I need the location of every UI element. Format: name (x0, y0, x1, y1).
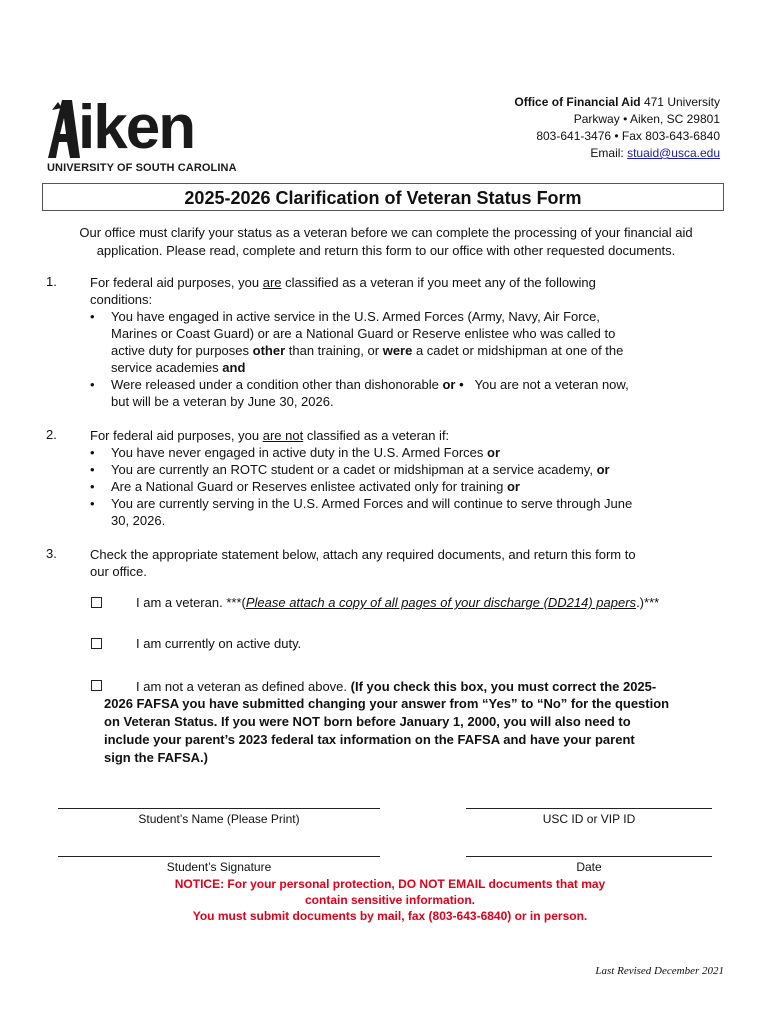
veteran-option-label: I am a veteran. ***(Please attach a copy of all pages of your discharge (DD214) papers.)*** (136, 595, 660, 610)
section2-bullet-2: • You are currently an ROTC student or a cadet or midshipman at a service academy, or (90, 462, 610, 477)
notice-line3: You must submit documents by mail, fax (803-643-6840) or in person. (192, 909, 588, 923)
section1-bullet-1: • You have engaged in active service in the U.S. Armed Forces (Army, Navy, Air Force, Marines or Coast Guard) or are a National Guard or Reserve enlistee who was called to active duty for purposes other than training, or were a cadet or midshipman at one of the service academies and (90, 309, 624, 375)
last-revised: Last Revised December 2021 (595, 965, 724, 977)
section3-lead: Check the appropriate statement below, attach any required documents, and return this form to our office. (90, 547, 636, 579)
section1-bullet-2: • Were released under a condition other than dishonorable or • You are not a veteran now, but will be a veteran by June 30, 2026. (90, 377, 629, 409)
section2-bullet-3: • Are a National Guard or Reserves enlistee activated only for training or (90, 479, 520, 494)
section1-number: 1. (46, 274, 57, 289)
notice-line1: NOTICE: For your personal protection, DO NOT EMAIL documents that may (174, 877, 606, 891)
date-label: Date (576, 860, 602, 874)
form-title: 2025-2026 Clarification of Veteran Status Form (42, 183, 724, 211)
office-name: Office of Financial Aid (514, 95, 641, 109)
section2-number: 2. (46, 427, 57, 442)
notice-line2: contain sensitive information. (304, 893, 476, 907)
email-link[interactable]: stuaid@usca.edu (627, 146, 720, 160)
signature-line[interactable] (58, 856, 380, 857)
aiken-logo-mark (46, 96, 80, 160)
section1-lead: For federal aid purposes, you are classified as a veteran if you meet any of the following conditions: (90, 275, 596, 307)
usc-id-line[interactable] (466, 808, 712, 809)
not-veteran-checkbox[interactable] (91, 680, 102, 691)
not-veteran-option-label: I am not a veteran as defined above. (If you check this box, you must correct the 2025- (136, 679, 657, 694)
student-name-line[interactable] (58, 808, 380, 809)
not-veteran-instructions: 2026 FAFSA you have submitted changing your answer from “Yes” to “No” for the question on Veteran Status. If you were NOT born before January 1, 2000, you will also need to include your parent’s 2023 federal tax information on the FAFSA and have your parent sign the FAFSA.) (104, 696, 670, 765)
section3-number: 3. (46, 546, 57, 561)
date-line[interactable] (466, 856, 712, 857)
contact-block (514, 94, 720, 162)
section2-lead: For federal aid purposes, you are not classified as a veteran if: (90, 428, 450, 443)
signature-label: Student’s Signature (166, 860, 272, 874)
student-name-label: Student’s Name (Please Print) (138, 812, 300, 826)
contact-email-line: Email: stuaid@usca.edu (590, 146, 720, 160)
contact-line2: Parkway • Aiken, SC 29801 (573, 112, 720, 126)
logo-wordmark: iken (78, 93, 195, 162)
logo-subtitle: UNIVERSITY OF SOUTH CAROLINA (47, 162, 237, 174)
contact-line1: Office of Financial Aid 471 University (514, 95, 720, 109)
active-duty-checkbox[interactable] (91, 638, 102, 649)
section2-bullet-1: • You have never engaged in active duty in the U.S. Armed Forces or (90, 445, 501, 460)
usc-id-label: USC ID or VIP ID (542, 812, 636, 826)
active-duty-option-label: I am currently on active duty. (136, 636, 302, 651)
intro-text: Our office must clarify your status as a veteran before we can complete the processing of your financial aid application. Please read, complete and return this form to our office with other requested documents. (79, 225, 693, 258)
contact-phone-fax: 803-641-3476 • Fax 803-643-6840 (536, 129, 720, 143)
section2-bullet-4: • You are currently serving in the U.S. Armed Forces and will continue to serve through June 30, 2026. (90, 496, 633, 528)
veteran-checkbox[interactable] (91, 597, 102, 608)
